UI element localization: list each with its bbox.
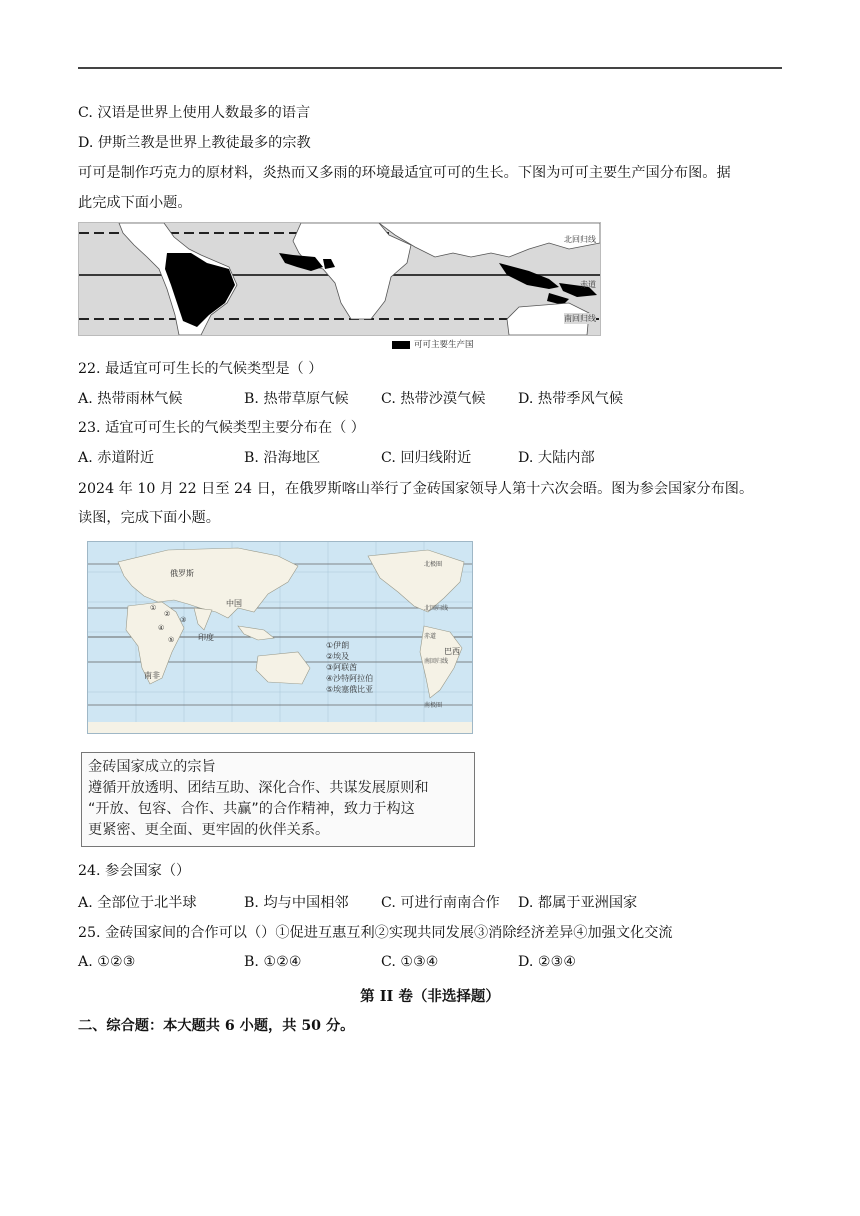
q24-option-c: C. 可进行南南合作 xyxy=(381,895,500,911)
brics-countries-map xyxy=(87,541,473,734)
header-rule xyxy=(78,67,782,69)
label-brazil: 巴西 xyxy=(444,647,460,656)
q25-option-c: C. ①③④ xyxy=(381,954,439,970)
q22-option-b: B. 热带草原气候 xyxy=(244,391,349,407)
cocoa-legend xyxy=(392,338,474,350)
tropic-s-label: 南回归线 xyxy=(564,314,596,323)
q23-option-a: A. 赤道附近 xyxy=(78,450,155,466)
purpose-title: 金砖国家成立的宗旨 xyxy=(88,759,216,775)
cocoa-intro-line1: 可可是制作巧克力的原材料，炎热而又多雨的环境最适宜可可的生长。下图为可可主要生产国分布图。据 xyxy=(78,165,731,181)
option-d-line: D. 伊斯兰教是世界上教徒最多的宗教 xyxy=(78,135,311,151)
option-c-line: C. 汉语是世界上使用人数最多的语言 xyxy=(78,105,311,121)
marker-5: ⑤ xyxy=(168,636,175,644)
lat-antarctic-label: 南极圈 xyxy=(424,702,443,709)
q24-stem: 24. 参会国家（） xyxy=(78,863,191,879)
q25-option-a: A. ①②③ xyxy=(78,954,136,970)
legend-item: ①伊朗 xyxy=(326,641,350,650)
q24-option-a: A. 全部位于北半球 xyxy=(78,895,197,911)
q25-stem: 25. 金砖国家间的合作可以（）①促进互惠互利②实现共同发展③消除经济差异④加强文化交流 xyxy=(78,925,673,941)
section-2-heading: 二、综合题：本大题共 6 小题，共 50 分。 xyxy=(78,1018,355,1034)
purpose-line2: “开放、包容、合作、共赢”的合作精神，致力于构这 xyxy=(88,801,415,817)
q24-option-b: B. 均与中国相邻 xyxy=(244,895,349,911)
brics-intro-line2: 读图，完成下面小题。 xyxy=(78,510,220,526)
marker-4: ④ xyxy=(158,624,165,632)
brics-intro-line1: 2024 年 10 月 22 日至 24 日，在俄罗斯喀山举行了金砖国家领导人第十六次会晤。图为参会国家分布图。 xyxy=(78,481,754,497)
purpose-line1: 遵循开放透明、团结互助、深化合作、共谋发展原则和 xyxy=(88,780,429,796)
q22-option-c: C. 热带沙漠气候 xyxy=(381,391,486,407)
q25-option-b: B. ①②④ xyxy=(244,954,302,970)
legend-swatch xyxy=(392,341,410,349)
legend-item: ③阿联酋 xyxy=(326,663,358,672)
brics-map-legend xyxy=(326,640,373,695)
section-2-title: 第 II 卷（非选择题） xyxy=(360,988,500,1005)
legend-item: ④沙特阿拉伯 xyxy=(326,674,374,683)
q22-option-d: D. 热带季风气候 xyxy=(518,391,624,407)
q24-option-d: D. 都属于亚洲国家 xyxy=(518,895,638,911)
purpose-line3: 更紧密、更全面、更牢固的伙伴关系。 xyxy=(88,822,330,838)
cocoa-intro-line2: 此完成下面小题。 xyxy=(78,195,192,211)
lat-tropic-s-label: 南回归线 xyxy=(424,658,449,665)
lat-tropic-n-label: 北回归线 xyxy=(424,605,449,612)
label-china: 中国 xyxy=(226,599,242,608)
marker-2: ② xyxy=(164,610,171,618)
lat-arctic-label: 北极圈 xyxy=(424,561,443,568)
label-russia: 俄罗斯 xyxy=(170,569,194,578)
q25-option-d: D. ②③④ xyxy=(518,954,577,970)
label-south-africa: 南非 xyxy=(144,671,160,680)
equator-label: 赤道 xyxy=(580,280,596,289)
marker-3: ③ xyxy=(180,616,187,624)
legend-label: 可可主要生产国 xyxy=(414,340,474,350)
q23-option-b: B. 沿海地区 xyxy=(244,450,321,466)
cocoa-producer-map xyxy=(78,222,601,336)
cocoa-map-figure xyxy=(79,223,600,335)
q23-option-d: D. 大陆内部 xyxy=(518,450,595,466)
tropic-n-label: 北回归线 xyxy=(564,235,596,244)
legend-item: ②埃及 xyxy=(326,652,350,661)
marker-1: ① xyxy=(150,604,157,612)
q23-stem: 23. 适宜可可生长的气候类型主要分布在（ ） xyxy=(78,420,365,436)
brics-map-figure xyxy=(88,542,472,733)
lat-equator-label: 赤道 xyxy=(424,633,437,640)
q23-option-c: C. 回归线附近 xyxy=(381,450,472,466)
brics-purpose-box xyxy=(81,752,475,847)
legend-item: ⑤埃塞俄比亚 xyxy=(326,685,374,694)
label-india: 印度 xyxy=(198,633,214,642)
q22-stem: 22. 最适宜可可生长的气候类型是（ ） xyxy=(78,361,323,377)
q22-option-a: A. 热带雨林气候 xyxy=(78,391,183,407)
